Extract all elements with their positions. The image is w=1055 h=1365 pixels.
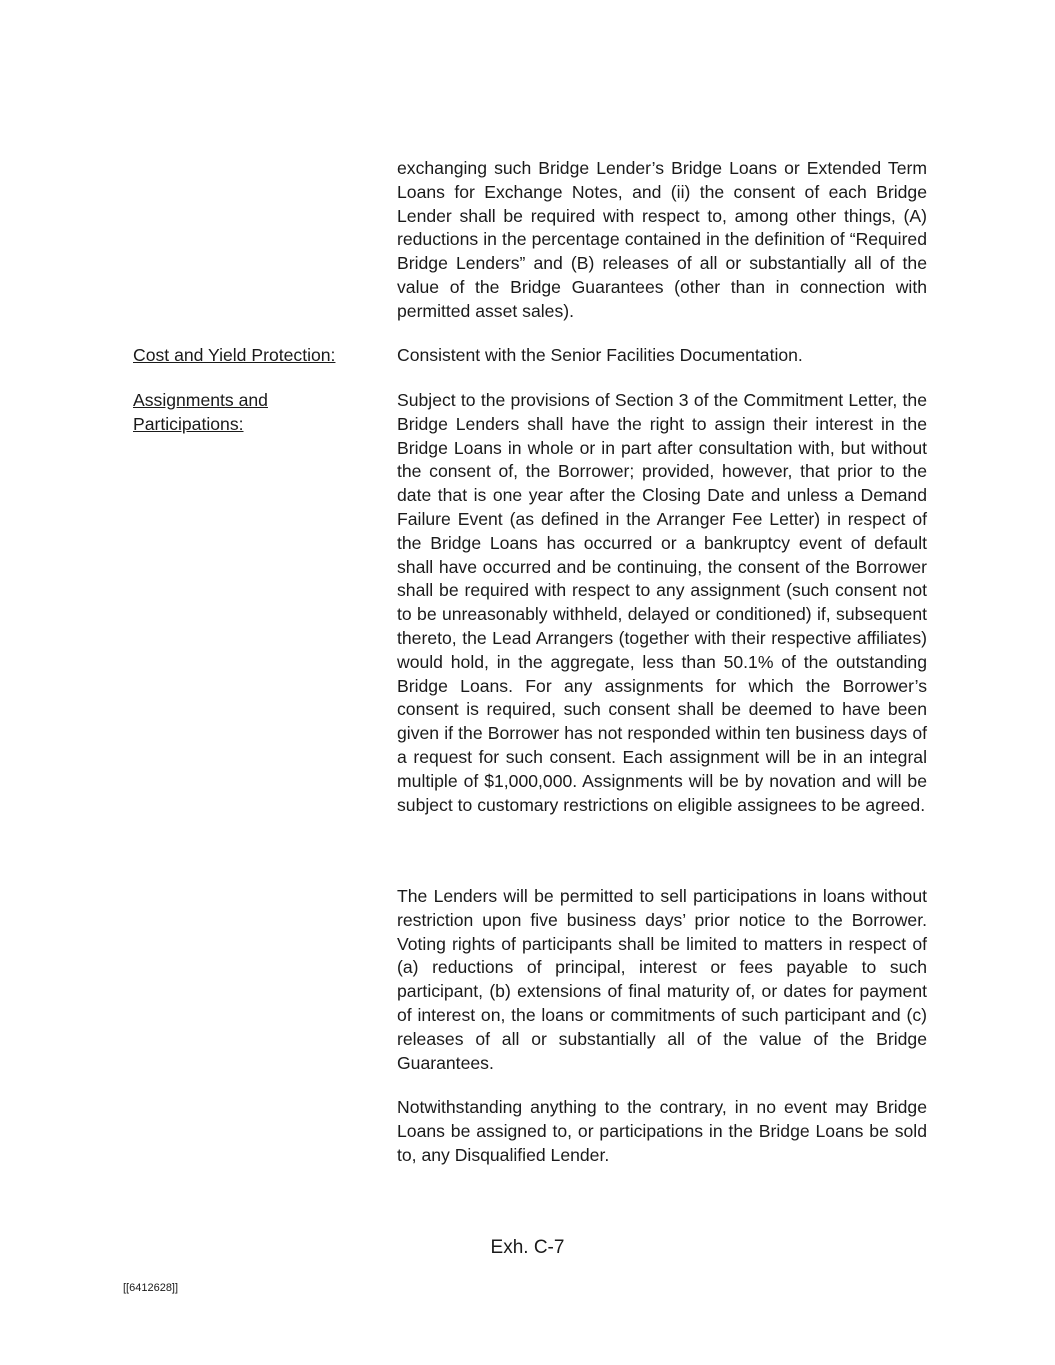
cost-yield-text: Consistent with the Senior Facilities Documentation. <box>397 345 803 365</box>
document-id: [[6412628]] <box>123 1282 179 1294</box>
assignments-paragraph-1: Subject to the provisions of Section 3 of the Commitment Letter, the Bridge Lenders shall have the right to assign their interest in the Bridge Loans in whole or in part after consultation with, but without the consent of, the Borrower; provided, however, that prior to the date that is one year after the Closing Date and unless a Demand Failure Event (as defined in the Arranger Fee Letter) in respect of the Bridge Loans has occurred or a bankruptcy event of default shall have occurred and be continuing, the consent of the Borrower shall be required with respect to any assignment (such consent not to be unreasonably withheld, delayed or conditioned) if, subsequent thereto, the Lead Arrangers (together with their respective affiliates) would hold, in the aggregate, less than 50.1% of the outstanding Bridge Loans. For any assignments for which the Borrower’s consent is required, such consent shall be deemed to have been given if the Borrower has not responded within ten business days of a request for such consent. Each assignment will be in an integral multiple of $1,000,000. Assignments will be by novation and will be subject to customary restrictions on eligible assignees to be agreed. <box>397 390 927 815</box>
cost-yield-label: Cost and Yield Protection: <box>133 345 336 365</box>
assignments-paragraph-2: The Lenders will be permitted to sell participations in loans without restriction upon five business days’ prior notice to the Borrower. Voting rights of participants shall be limited to matters in respect of (a) reductions of principal, interest or fees payable to such participant, (b) extensions of final maturity of, or dates for payment of interest on, the loans or commitments of such participant and (c) releases of all or substantially all of the value of the Bridge Guarantees. <box>397 886 927 1073</box>
assignments-label <box>133 389 378 437</box>
assignments-paragraph-3: Notwithstanding anything to the contrary, in no event may Bridge Loans be assigned to, or participations in the Bridge Loans be sold to, any Disqualified Lender. <box>397 1097 927 1165</box>
continued-paragraph: exchanging such Bridge Lender’s Bridge Loans or Extended Term Loans for Exchange Notes, and (ii) the consent of each Bridge Lender shall be required with respect to, among other things, (A) reductions in the percentage contained in the definition of “Required Bridge Lenders” and (B) releases of all or substantially all of the value of the Bridge Guarantees (other than in connection with permitted asset sales). <box>397 158 927 321</box>
assignments-label-line1: Assignments and <box>133 390 268 410</box>
page-number: Exh. C-7 <box>490 1237 565 1258</box>
assignments-label-line2: Participations: <box>133 413 244 434</box>
